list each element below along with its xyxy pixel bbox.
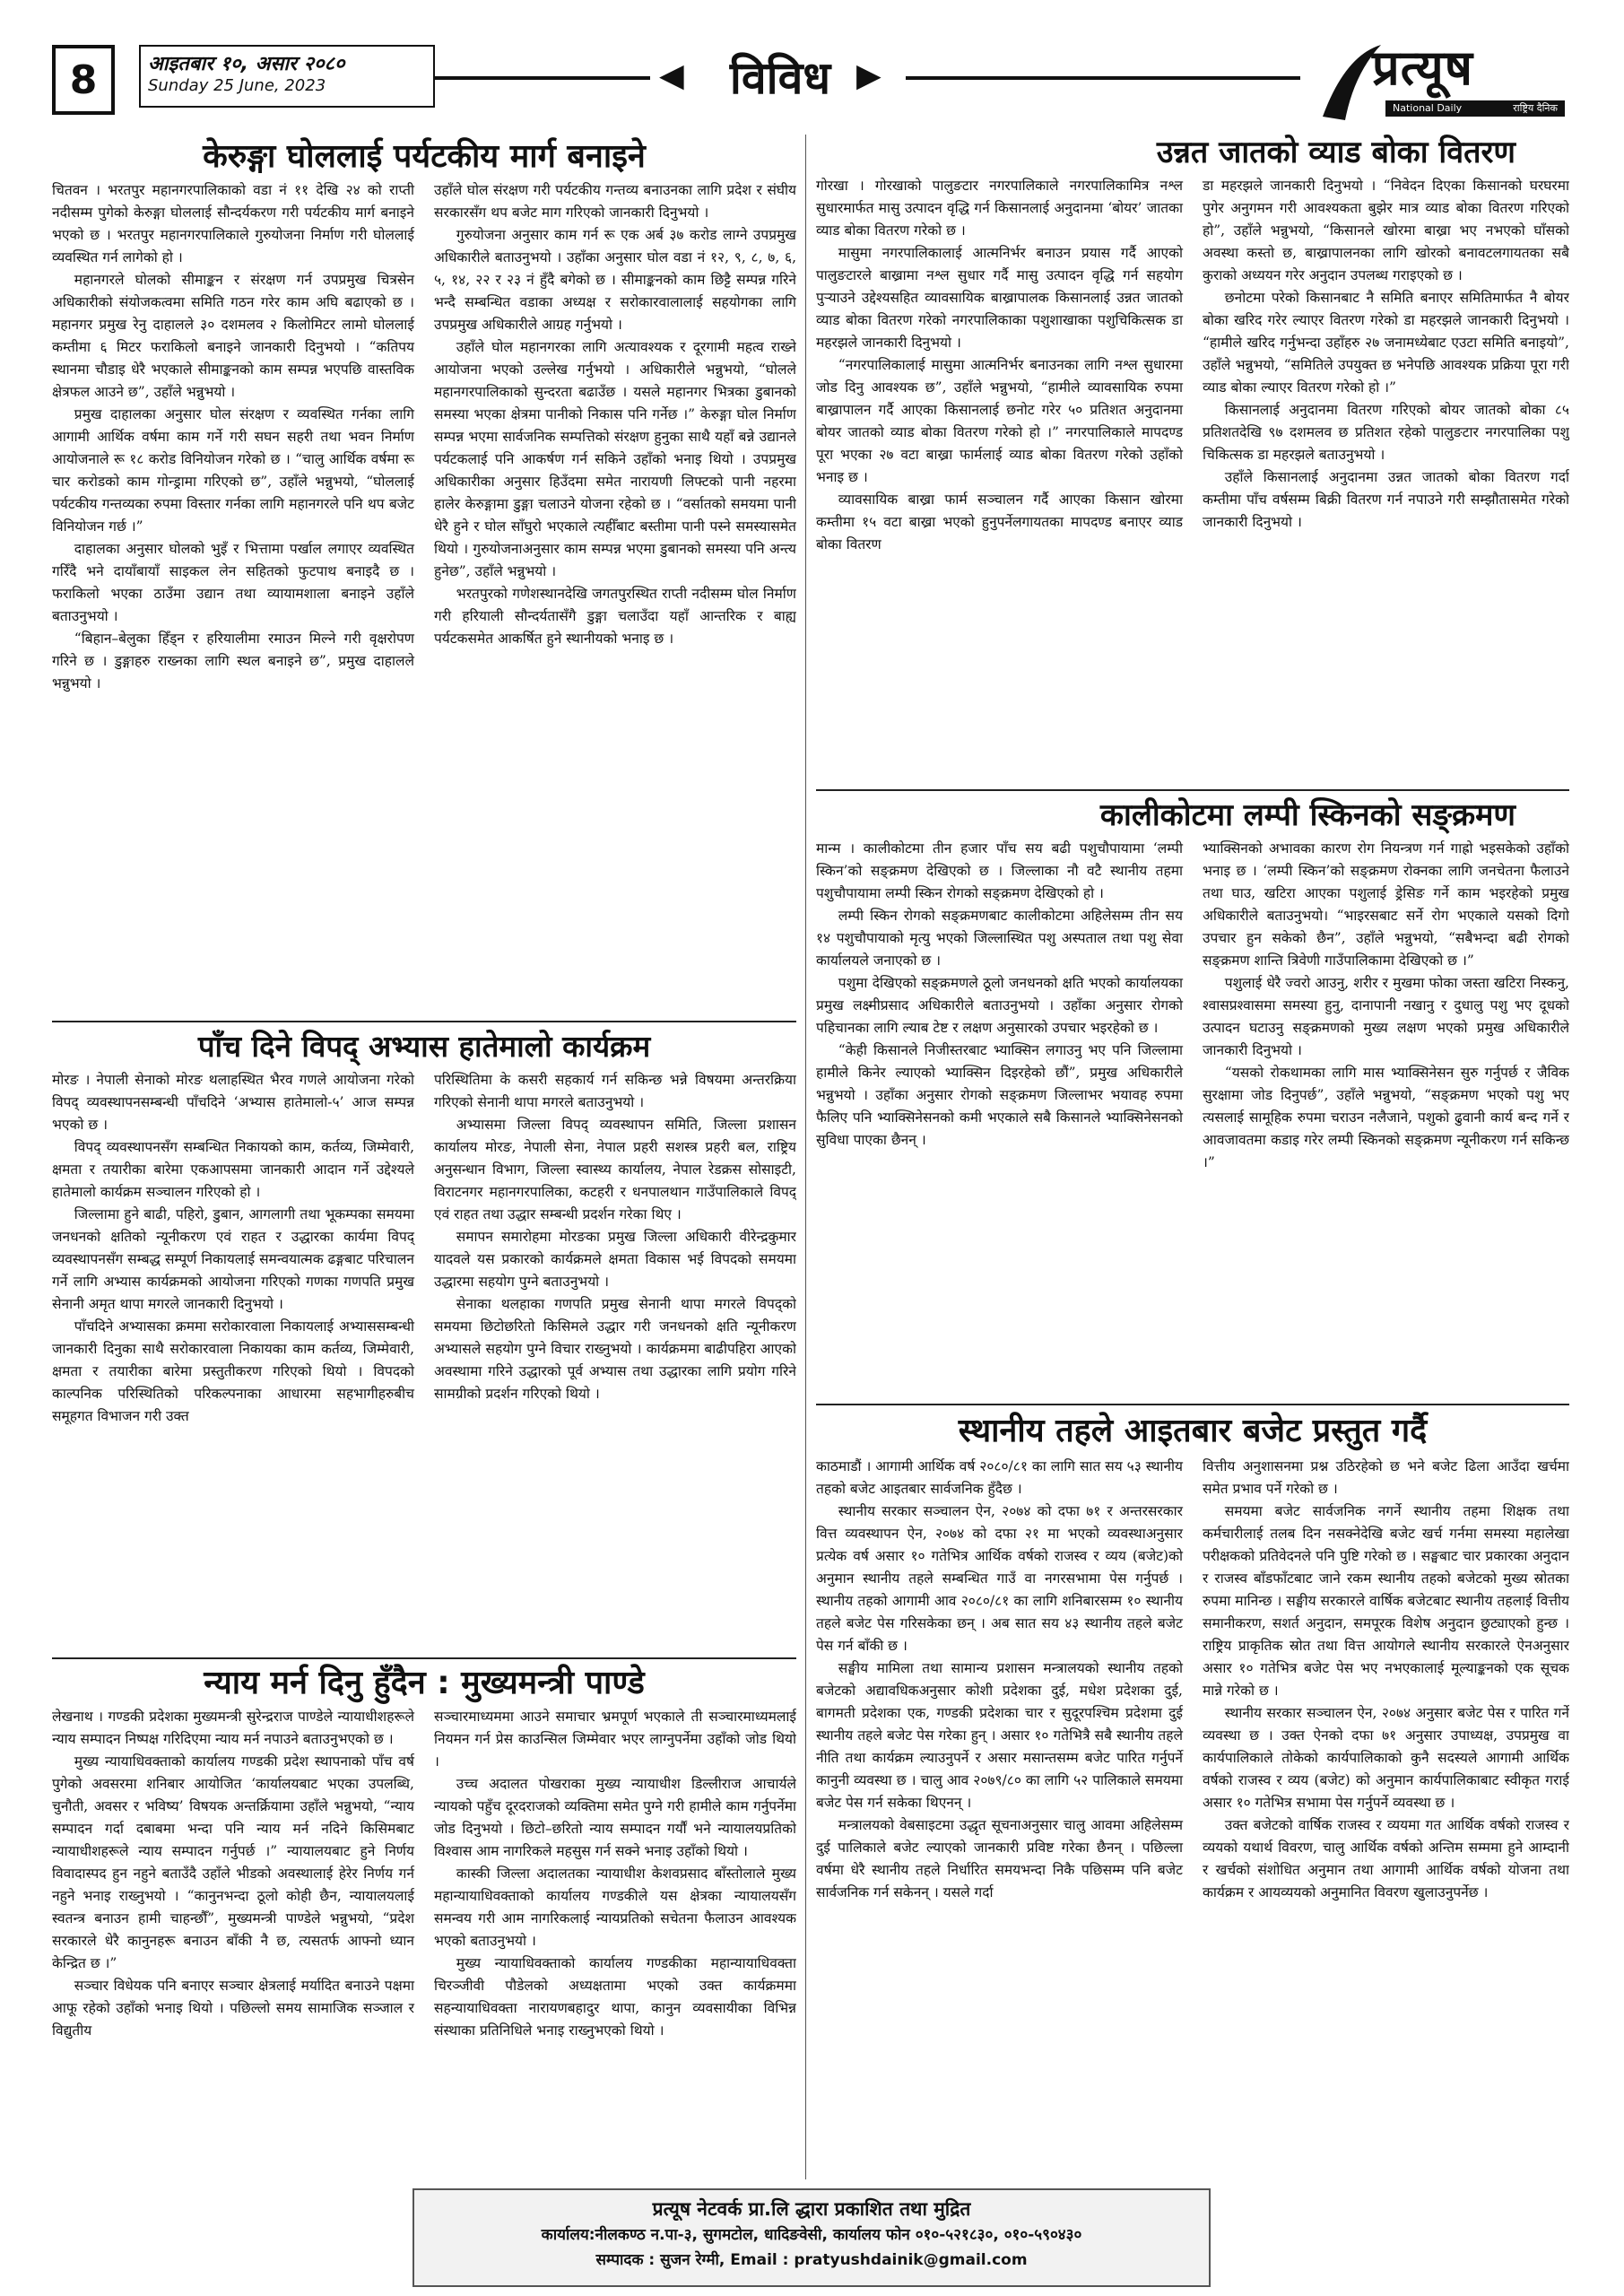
logo-tagline (1385, 100, 1565, 117)
editor-email: सम्पादक : सुजन रेग्मी, Email : pratyushdainik@gmail.com (595, 2251, 1028, 2269)
paragraph: स्थानीय सरकार सञ्चालन ऐन, २०७४ को दफा ७१ र अन्तरसरकार वित्त व्यवस्थापन ऐन, २०७४ को दफा २१ मा भएको व्यवस्थाअनुसार प्रत्येक वर्ष असार १० गतेभित्र आर्थिक वर्षको राजस्व र व्यय (बजेट)को अनुमान स्थानीय तहले सम्बन्धित गाउँ वा नगरसभामा पेस गर्नुपर्छ । स्थानीय तहको आगामी आव २०८०/८१ का लागि शनिबारसम्म १० स्थानीय तहले बजेट पेस गरिसकेका छन् । अब सात सय ४३ स्थानीय तहले बजेट पेस गर्न बाँकी छ । (816, 1503, 1183, 1654)
paragraph: चितवन । भरतपुर महानगरपालिकाको वडा नं ११ देखि २४ को राप्ती नदीसम्म पुगेको केरुङ्गा घोललाई सौन्दर्यकरण गरी पर्यटकीय मार्ग बनाइने भएको छ । भरतपुर महानगरपालिकाले गुरुयोजना निर्माण गरी घोललाई व्यवस्थित गर्न लागेको हो । (52, 182, 414, 265)
paragraph: “यसको रोकथामका लागि मास भ्याक्सिनेसन सुरु गर्नुपर्छ र जैविक सुरक्षामा जोड दिनुपर्छ”, उहाँले भन्नुभयो, “सङ्क्रमण भएको पशु भए त्यसलाई सामूहिक रुपमा चराउन नलैजाने, पशुको ढुवानी कार्य बन्द गर्ने र आवजावतमा कडाइ गरेर लम्पी स्किनको सङ्क्रमण न्यूनीकरण गर्न सकिन्छ ।” (1203, 1065, 1569, 1170)
paragraph: वित्तीय अनुशासनमा प्रश्न उठिरहेको छ भने बजेट ढिला आउँदा खर्चमा समेत प्रभाव पर्ने गरेको छ । (1203, 1458, 1569, 1497)
article-column (816, 1456, 1183, 2173)
article-column (816, 175, 1183, 785)
headline: न्याय मर्न दिनु हुँदैन : मुख्यमन्त्री पाण्डे (204, 1665, 645, 1701)
paragraph: भ्याक्सिनको अभावका कारण रोग नियन्त्रण गर्न गाह्रो भइसकेको उहाँको भनाइ छ । ‘लम्पी स्किन’को सङ्क्रमण रोक्नका लागि जनचेतना फैलाउने तथा घाउ, खटिरा आएका पशुलाई ड्रेसिङ गर्ने काम भइरहेको प्रमुख अधिकारीले बताउनुभयो। “भाइरसबाट सर्ने रोग भएकाले यसको दिगो उपचार हुन सकेको छैन”, उहाँले भन्नुभयो, “सबैभन्दा बढी रोगको सङ्क्रमण शान्ति त्रिवेणी गाउँपालिकामा देखिएको छ ।” (1203, 840, 1569, 969)
article-column (434, 1706, 796, 2177)
paragraph: अभ्यासमा जिल्ला विपद् व्यवस्थापन समिति, जिल्ला प्रशासन कार्यालय मोरङ, नेपाली सेना, नेपाल प्रहरी सशस्त्र प्रहरी बल, राष्ट्रिय अनुसन्धान विभाग, जिल्ला स्वास्थ्य कार्यालय, नेपाल रेडक्रस सोसाइटी, विराटनगर महानगरपालिका, कटहरी र धनपालथान गाउँपालिकाले विपद् एवं राहत तथा उद्धार सम्बन्धी प्रदर्शन गरेका थिए । (434, 1117, 796, 1222)
headline: केरुङ्गा घोललाई पर्यटकीय मार्ग बनाइने (203, 138, 646, 175)
paragraph: किसानलाई अनुदानमा वितरण गरिएको बोयर जातको बोका ८५ प्रतिशतदेखि ९७ दशमलव छ प्रतिशत रहेको पालुङटार नगरपालिका पशु चिकित्सक डा महरझले बताउनुभयो । (1203, 402, 1569, 463)
paragraph: भरतपुरको गणेशस्थानदेखि जगतपुरस्थित राप्ती नदीसम्म घोल निर्माण गरी हरियाली सौन्दर्यतासँगै डुङ्गा चलाउँदा यहाँ आन्तरिक र बाह्य पर्यटकसमेत आकर्षित हुने स्थानीयको भनाइ छ । (434, 586, 796, 647)
divider (52, 1657, 796, 1659)
article-kerunga (52, 135, 796, 1013)
paragraph: सञ्चार विधेयक पनि बनाएर सञ्चार क्षेत्रलाई मर्यादित बनाउने पक्षमा आफू रहेको उहाँको भनाइ थियो । पछिल्लो समय सामाजिक सञ्जाल र विद्युतीय (52, 1978, 414, 2039)
paragraph: पशुलाई धेरै ज्वरो आउनु, शरीर र मुखमा फोका जस्ता खटिरा निस्कनु, श्वासप्रश्वासमा समस्या हुनु, दानापानी नखानु र दुधालु पशु भए दूधको उत्पादन घटाउनु सङ्क्रमणको मुख्य लक्षण भएको प्रमुख अधिकारीले जानकारी दिनुभयो । (1203, 975, 1569, 1058)
date-nepali: आइतबार १०, असार २०८० (148, 53, 345, 75)
page-number: 8 (52, 45, 115, 115)
paragraph: मोरङ । नेपाली सेनाको मोरङ थलाहस्थित भैरव गणले आयोजना गरेको विपद् व्यवस्थापनसम्बन्धी पाँचदिने ‘अभ्यास हातेमालो-५’ आज सम्पन्न भएको छ । (52, 1072, 414, 1133)
paragraph: व्यावसायिक बाख्रा फार्म सञ्चालन गर्दै आएका किसान खोरमा कम्तीमा १५ वटा बाख्रा भएको हुनुपर्नेलगायतका मापदण्ड बनाएर व्याड बोका वितरण (816, 491, 1183, 552)
imprint-box (413, 2188, 1211, 2287)
paragraph: मन्त्रालयको वेबसाइटमा उद्धृत सूचनाअनुसार चालु आवमा अहिलेसम्म दुई पालिकाले बजेट ल्याएको जानकारी प्रविष्ट गरेका छैनन् । पछिल्ला वर्षमा धेरै स्थानीय तहले निर्धारित समयभन्दा निकै पछिसम्म पनि बजेट सार्वजनिक गर्न सकेनन् । यसले गर्दा (816, 1817, 1183, 1900)
paragraph: सेनाका थलहाका गणपति प्रमुख सेनानी थापा मगरले विपद्को समयमा छिटोछरितो किसिमले उद्धार गरी जनधनको क्षति न्यूनीकरण अभ्यासले सहयोग पुग्ने विचार राख्नुभयो । कार्यक्रममा बाढीपहिरा आएको अवस्थामा गरिने उद्धारको पूर्व अभ्यास तथा उद्धारका लागि प्रयोग गरिने सामग्रीको प्रदर्शन गरिएको थियो । (434, 1296, 796, 1402)
article-column (434, 1069, 796, 1652)
paragraph: प्रमुख दाहालका अनुसार घोल संरक्षण र व्यवस्थित गर्नका लागि आगामी आर्थिक वर्षमा काम गर्ने गरी सघन सहरी तथा भवन निर्माण आयोजनाले रू १८ करोड विनियोजन गरेको छ । “चालु आर्थिक वर्षमा रू चार करोडको काम गोन्ड्रामा गरिएको छ”, उहाँले भन्नुभयो, “घोललाई पर्यटकीय गन्तव्यका रुपमा विस्तार गर्नका लागि महानगरले पनि थप बजेट विनियोजन गर्छ ।” (52, 406, 414, 535)
paragraph: उहाँले किसानलाई अनुदानमा उन्नत जातको बोका वितरण गर्दा कम्तीमा पाँच वर्षसम्म बिक्री वितरण गर्न नपाउने गरी सम्झौतासमेत गरेको जानकारी दिनुभयो । (1203, 469, 1569, 530)
paragraph: छनोटमा परेको किसानबाट नै समिति बनाएर समितिमार्फत नै बोयर बोका खरिद गरेर ल्याएर वितरण गरेको डा महरझले जानकारी दिनुभयो । “हामीले खरिद गर्नुभन्दा उहाँहरु २७ जनामध्येबाट एउटा समिति बनाइयो”, उहाँले भन्नुभयो, “समितिले उपयुक्त छ भनेपछि आवश्यक प्रक्रिया पूरा गरी व्याड बोका ल्याएर वितरण गरेको हो ।” (1203, 290, 1569, 396)
paragraph: मुख्य न्यायाधिवक्ताको कार्यालय गण्डकीका महान्यायाधिवक्ता चिरञ्जीवी पौडेलको अध्यक्षतामा भएको उक्त कार्यक्रममा सहन्यायाधिवक्ता नारायणबहादुर थापा, कानुन व्यवसायीका विभिन्न संस्थाका प्रतिनिधिले भनाइ राख्नुभएको थियो । (434, 1955, 796, 2039)
paragraph: पशुमा देखिएको सङ्क्रमणले ठूलो जनधनको क्षति भएको कार्यालयका प्रमुख लक्ष्मीप्रसाद अधिकारीले बताउनुभयो । उहाँका अनुसार रोगको पहिचानका लागि ल्याब टेष्ट र लक्षण अनुसारको उपचार भइरहेको छ । (816, 975, 1183, 1036)
paragraph: सञ्चारमाध्यममा आउने समाचार भ्रमपूर्ण भएकाले ती सञ्चारमाध्यमलाई नियमन गर्न प्रेस काउन्सिल जिम्मेवार भएर लाग्नुपर्नेमा उहाँको जोड थियो । (434, 1709, 796, 1770)
date-box (139, 45, 435, 108)
paragraph: महानगरले घोलको सीमाङ्कन र संरक्षण गर्न उपप्रमुख चित्रसेन अधिकारीको संयोजकत्वमा समिति गठन गरेर काम अघि बढाएको छ । महानगर प्रमुख रेनु दाहालले ३० दशमलव २ किलोमिटर लामो घोललाई कम्तीमा ६ मिटर फराकिलो बनाइने जानकारी दिनुभयो । “कतिपय स्थानमा चौडाइ धेरै भएकाले सीमाङ्कनको काम सम्पन्न भएपछि वास्तविक क्षेत्रफल आउने छ”, उहाँले भन्नुभयो । (52, 272, 414, 400)
paragraph: विपद् व्यवस्थापनसँग सम्बन्धित निकायको काम, कर्तव्य, जिम्मेवारी, क्षमता र तयारीका बारेमा एकआपसमा जानकारी आदान गर्ने उद्देश्यले हातेमालो कार्यक्रम सञ्चालन गरिएको हो । (52, 1139, 414, 1200)
paragraph: मुख्य न्यायाधिवक्ताको कार्यालय गण्डकी प्रदेश स्थापनाको पाँच वर्ष पुगेको अवसरमा शनिबार आयोजित ‘कार्यालयबाट भएका उपलब्धि, चुनौती, अवसर र भविष्य’ विषयक अन्तर्क्रियामा उहाँले भन्नुभयो, “न्याय सम्पादन गर्दा दबाबमा भन्दा पनि न्याय मर्न नदिने किसिमबाट न्यायाधीशहरूले न्याय सम्पादन गर्नुपर्छ ।” न्यायालयबाट हुने निर्णय विवादास्पद हुन नहुने बताउँदै उहाँले भीडको अवस्थालाई हेरेर निर्णय गर्न नहुने भनाइ राख्नुभयो । “कानुनभन्दा ठूलो कोही छैन, न्यायालयलाई स्वतन्त्र बनाउन हामी चाहन्छौँ”, मुख्यमन्त्री पाण्डेले भन्नुभयो, “प्रदेश सरकारले धेरै कानुनहरू बनाउन बाँकी नै छ, त्यसतर्फ आफ्नो ध्यान केन्द्रित छ ।” (52, 1753, 414, 1971)
date-english: Sunday 25 June, 2023 (148, 76, 326, 95)
article-column (816, 838, 1183, 1398)
masthead-rule-left (435, 76, 650, 80)
logo-tagline-right: राष्ट्रिय दैनिक (1513, 102, 1558, 114)
paragraph: स्थानीय सरकार सञ्चालन ऐन, २०७४ अनुसार बजेट पेस र पारित गर्ने व्यवस्था छ । उक्त ऐनको दफा ७१ अनुसार उपाध्यक्ष, उपप्रमुख वा कार्यपालिकाले तोकेको कार्यपालिकाको कुनै सदस्यले आगामी आर्थिक वर्षको राजस्व र व्यय (बजेट) को अनुमान कार्यपालिकाबाट स्वीकृत गराई असार १० गतेभित्र सभामा पेस गर्नुपर्ने व्यवस्था छ । (1203, 1705, 1569, 1811)
paragraph: उक्त बजेटको वार्षिक राजस्व र व्ययमा गत आर्थिक वर्षको राजस्व र व्ययको यथार्थ विवरण, चालु आर्थिक वर्षको अन्तिम सम्ममा हुने आम्दानी र खर्चको संशोधित अनुमान तथा आगामी आर्थिक वर्षको योजना तथा कार्यक्रम र आयव्ययको अनुमानित विवरण खुलाउनुपर्नेछ । (1203, 1817, 1569, 1900)
right-arrow-icon: ▶ (856, 57, 881, 94)
masthead-rule-right (906, 76, 1300, 80)
paragraph: समयमा बजेट सार्वजनिक नगर्ने स्थानीय तहमा शिक्षक तथा कर्मचारीलाई तलब दिन नसक्नेदेखि बजेट खर्च गर्नमा समस्या महालेखा परीक्षकको प्रतिवेदनले पनि पुष्टि गरेको छ । सङ्घबाट चार प्रकारका अनुदान र राजस्व बाँडफाँटबाट जाने रकम स्थानीय तहको बजेटको मुख्य स्रोतका रुपमा मानिन्छ । सङ्घीय सरकारले वार्षिक बजेटबाट स्थानीय तहलाई वित्तीय समानीकरण, सशर्त अनुदान, समपूरक विशेष अनुदान छुट्याएको हुन्छ । राष्ट्रिय प्राकृतिक स्रोत तथा वित्त आयोगले स्थानीय सरकारले ऐनअनुसार असार १० गतेभित्र बजेट पेस भए नभएकालाई मूल्याङ्कनको एक सूचक मान्ने गरेको छ । (1203, 1503, 1569, 1699)
paragraph: परिस्थितिमा के कसरी सहकार्य गर्न सकिन्छ भन्ने विषयमा अन्तरक्रिया गरिएको सेनानी थापा मगरले बताउनुभयो । (434, 1072, 796, 1110)
column-separator (805, 135, 806, 2179)
paragraph: लेखनाथ । गण्डकी प्रदेशका मुख्यमन्त्री सुरेन्द्रराज पाण्डेले न्यायाधीशहरूले न्याय सम्पादन निष्पक्ष गरिदिएमा न्याय मर्न नपाउने बताउनुभएको छ । (52, 1709, 414, 1747)
paragraph: मासुमा नगरपालिकालाई आत्मनिर्भर बनाउन प्रयास गर्दै आएको पालुङटारले बाख्रामा नश्ल सुधार गर्दै मासु उत्पादन वृद्धि गर्न सहयोग पुऱ्याउने उद्देश्यसहित व्यावसायिक बाख्रापालक किसानलाई उन्नत जातको व्याड बोका वितरण गरेको नगरपालिकाका पशुशाखाका पशुचिकित्सक डा महरझले जानकारी दिनुभयो । (816, 245, 1183, 351)
headline: कालीकोटमा लम्पी स्किनको सङ्क्रमण (1099, 797, 1515, 833)
paragraph: गुरुयोजना अनुसार काम गर्न रू एक अर्ब ३७ करोड लाग्ने उपप्रमुख अधिकारीले बताउनुभयो । उहाँका अनुसार घोल वडा नं १२, ९, ८, ७, ६, ५, १४, २२ र २३ नं हुँदै बगेको छ । सीमाङ्कनको काम छिट्टै सम्पन्न गरिने भन्दै सम्बन्धित वडाका अध्यक्ष र सरोकारवालालाई सहयोगका लागि उपप्रमुख अधिकारीले आग्रह गर्नुभयो । (434, 227, 796, 333)
article-disaster-drill (52, 1024, 796, 1652)
left-arrow-icon: ◀ (659, 57, 684, 94)
paragraph: समापन समारोहमा मोरङका प्रमुख जिल्ला अधिकारी वीरेन्द्रकुमार यादवले यस प्रकारको कार्यक्रमले क्षमता विकास भई विपदको समयमा उद्धारमा सहयोग पुग्ने बताउनुभयो । (434, 1229, 796, 1290)
paragraph: पाँचदिने अभ्यासका क्रममा सरोकारवाला निकायलाई अभ्याससम्बन्धी जानकारी दिनुका साथै सरोकारवाला निकायका काम कर्तव्य, जिम्मेवारी, क्षमता र तयारीका बारेमा प्रस्तुतीकरण गरिएको थियो । विपदको काल्पनिक परिस्थितिको परिकल्पनाका आधारमा सहभागीहरुबीच समूहगत विभाजन गरी उक्त (52, 1318, 414, 1424)
logo-tagline-left: National Daily (1393, 102, 1463, 114)
paragraph: उच्च अदालत पोखराका मुख्य न्यायाधीश डिल्लीराज आचार्यले न्यायको पहुँच दूरदराजको व्यक्तिमा समेत पुग्ने गरी हामीले काम गर्नुपर्नेमा जोड दिनुभयो । छिटो–छरितो न्याय सम्पादन गर्यौं भने न्यायालयप्रतिको विश्वास आम नागरिकले महसुस गर्न सक्ने भनाइ उहाँको थियो । (434, 1776, 796, 1859)
paragraph: उहाँले घोल संरक्षण गरी पर्यटकीय गन्तव्य बनाउनका लागि प्रदेश र संघीय सरकारसँग थप बजेट माग गरिएको जानकारी दिनुभयो । (434, 182, 796, 221)
paragraph: लम्पी स्किन रोगको सङ्क्रमणबाट कालीकोटमा अहिलेसम्म तीन सय १४ पशुचौपायाको मृत्यु भएको जिल्लास्थित पशु अस्पताल तथा पशु सेवा कार्यालयले जनाएको छ । (816, 908, 1183, 969)
office-address: कार्यालय:नीलकण्ठ न.पा-३, सुगमटोल, धादिङवेसी, कार्यालय फोन ०१०-५२१८३०, ०१०-५९०४३० (541, 2226, 1082, 2244)
article-column (52, 1706, 414, 2177)
paragraph: गोरखा । गोरखाको पालुङटार नगरपालिकाले नगरपालिकामित्र नश्ल सुधारमार्फत मासु उत्पादन वृद्धि गर्न किसानलाई अनुदानमा ‘बोयर’ जातका व्याड बोका वितरण गरेको छ । (816, 178, 1183, 239)
divider (52, 1021, 796, 1022)
article-column (1203, 1456, 1569, 2173)
headline: उन्नत जातको व्याड बोका वितरण (1156, 135, 1515, 170)
paragraph: डा महरझले जानकारी दिनुभयो । “निवेदन दिएका किसानको घरघरमा पुगेर अनुगमन गरी आवश्यकता बुझेर मात्र व्याड बोका वितरण गरिएको हो”, उहाँले भन्नुभयो, “किसानले खोरमा बाख्रा भए नभएको घाँसको अवस्था कस्तो छ, बाख्रापालनका लागि खोरको बनावटलगायतका सबै कुराको अध्ययन गरेर अनुदान उपलब्ध गराइएको छ । (1203, 178, 1569, 283)
article-lumpy-skin (816, 793, 1569, 1398)
newspaper-logo: प्रत्यूष (1372, 39, 1473, 96)
paragraph: काठमाडौं । आगामी आर्थिक वर्ष २०८०/८१ का लागि सात सय ५३ स्थानीय तहको बजेट आइतबार सार्वजनिक हुँदैछ । (816, 1458, 1183, 1497)
paragraph: सङ्घीय मामिला तथा सामान्य प्रशासन मन्त्रालयको स्थानीय तहको बजेटको अद्यावधिकअनुसार कोशी प्रदेशका दुई, मधेश प्रदेशका दुई, बागमती प्रदेशका एक, गण्डकी प्रदेशका चार र सुदूरपश्चिम प्रदेशमा दुई स्थानीय तहले बजेट पेस गरेका हुन् । असार १० गतेभित्रै सबै स्थानीय तहले नीति तथा कार्यक्रम ल्याउनुपर्ने र असार मसान्तसम्म बजेट पारित गर्नुपर्ने कानुनी व्यवस्था छ । चालु आव २०७९/८० का लागि ५२ पालिकाले समयमा बजेट पेस गर्न सकेका थिएनन् । (816, 1660, 1183, 1811)
paragraph: “नगरपालिकालाई मासुमा आत्मनिर्भर बनाउनका लागि नश्ल सुधारमा जोड दिनु आवश्यक छ”, उहाँले भन्नुभयो, “हामीले व्यावसायिक रुपमा बाख्रापालन गर्दै आएका किसानलाई छनोट गरेर ५० प्रतिशत अनुदानमा बोयर जातको व्याड बोका वितरण गरेको हो ।” नगरपालिकाले मापदण्ड पूरा भएका २७ वटा बाख्रा फार्मलाई व्याड बोका वितरण गरेको उहाँको भनाइ छ । (816, 357, 1183, 485)
paragraph: मान्म । कालीकोटमा तीन हजार पाँच सय बढी पशुचौपायामा ‘लम्पी स्किन’को सङ्क्रमण देखिएको छ । जिल्लाका नौ वटै स्थानीय तहमा पशुचौपायामा लम्पी स्किन रोगको सङ्क्रमण देखिएको हो । (816, 840, 1183, 901)
paragraph: “केही किसानले निजीस्तरबाट भ्याक्सिन लगाउनु भए पनि जिल्लामा हामीले किनेर ल्याएको भ्याक्सिन दिइरहेको छौं”, प्रमुख अधिकारीले भन्नुभयो । उहाँका अनुसार रोगको सङ्क्रमण जिल्लाभर भयावह रुपमा फैलिए पनि भ्याक्सिनेसनको कमी भएकाले सबै किसानले भ्याक्सिनेसनको सुविधा पाएका छैनन् । (816, 1042, 1183, 1148)
article-column (52, 179, 414, 1013)
headline: स्थानीय तहले आइतबार बजेट प्रस्तुत गर्दै (958, 1413, 1428, 1449)
article-local-budget (816, 1407, 1569, 2173)
section-title: विविध (729, 52, 831, 104)
article-chief-minister (52, 1661, 796, 2177)
article-column (434, 179, 796, 1013)
article-column (1203, 838, 1569, 1398)
paragraph: “बिहान–बेलुका हिँड्न र हरियालीमा रमाउन मिल्ने गरी वृक्षरोपण गरिने छ । डुङ्गाहरु राख्नका लागि स्थल बनाइने छ”, प्रमुख दाहालले भन्नुभयो । (52, 631, 414, 691)
article-column (52, 1069, 414, 1652)
paragraph: दाहालका अनुसार घोलको भुइँ र भित्तामा पर्खाल लगाएर व्यवस्थित गरिँदै भने दायाँबायाँ साइकल लेन सहितको फुटपाथ बनाइदै छ । फराकिलो भएका ठाउँमा उद्यान तथा व्यायामशाला बनाइने उहाँले बताउनुभयो । (52, 541, 414, 624)
paragraph: उहाँले घोल महानगरका लागि अत्यावश्यक र दूरगामी महत्व राख्ने आयोजना भएको उल्लेख गर्नुभयो । अधिकारीले भन्नुभयो, “घोलले महानगरपालिकाको सुन्दरता बढाउँछ । यसले महानगर भित्रका डुबानको समस्या भएका क्षेत्रमा पानीको निकास पनि गर्नेछ ।” केरुङ्गा घोल निर्माण सम्पन्न भएमा सार्वजनिक सम्पत्तिको संरक्षण हुनुका साथै यहाँ बन्ने उद्यानले पर्यटकलाई पनि आकर्षण गर्न सकिने उहाँको भनाइ थियो । उपप्रमुख अधिकारीका अनुसार हिउँदमा समेत नारायणी लिफ्टको पानी नहरमा हालेर केरुङ्गामा डुङ्गा चलाउने योजना रहेको छ । “वर्सातको समयमा पानी धेरै हुने र घोल साँघुरो भएकाले त्यहीँबाट बस्तीमा पानी पस्ने समस्यासमेत थियो । गुरुयोजनाअनुसार काम सम्पन्न भएमा डुबानको समस्या पनि अन्त्य हुनेछ”, उहाँले भन्नुभयो । (434, 339, 796, 579)
article-goat-distribution (816, 130, 1569, 785)
publisher-line: प्रत्यूष नेटवर्क प्रा.लि द्धारा प्रकाशित तथा मुद्रित (652, 2198, 971, 2220)
headline: पाँच दिने विपद् अभ्यास हातेमालो कार्यक्रम (197, 1029, 651, 1064)
divider (816, 789, 1569, 791)
paragraph: कास्की जिल्ला अदालतका न्यायाधीश केशवप्रसाद बाँस्तोलाले मुख्य महान्यायाधिवक्ताको कार्यालय गण्डकीले यस क्षेत्रका न्यायालयसँग समन्वय गरी आम नागरिकलाई न्यायप्रतिको सचेतना फैलाउन आवश्यक भएको बताउनुभयो । (434, 1866, 796, 1949)
paragraph: जिल्लामा हुने बाढी, पहिरो, डुबान, आगलागी तथा भूकम्पका समयमा जनधनको क्षतिको न्यूनीकरण एवं राहत र उद्धारका कार्यमा विपद् व्यवस्थापनसँग सम्बद्ध सम्पूर्ण निकायलाई समन्वयात्मक ढङ्गबाट परिचालन गर्ने लागि अभ्यास कार्यक्रमको आयोजना गरिएको गणका गणपति प्रमुख सेनानी अमृत थापा मगरले जानकारी दिनुभयो । (52, 1206, 414, 1312)
article-column (1203, 175, 1569, 785)
divider (816, 1404, 1569, 1405)
